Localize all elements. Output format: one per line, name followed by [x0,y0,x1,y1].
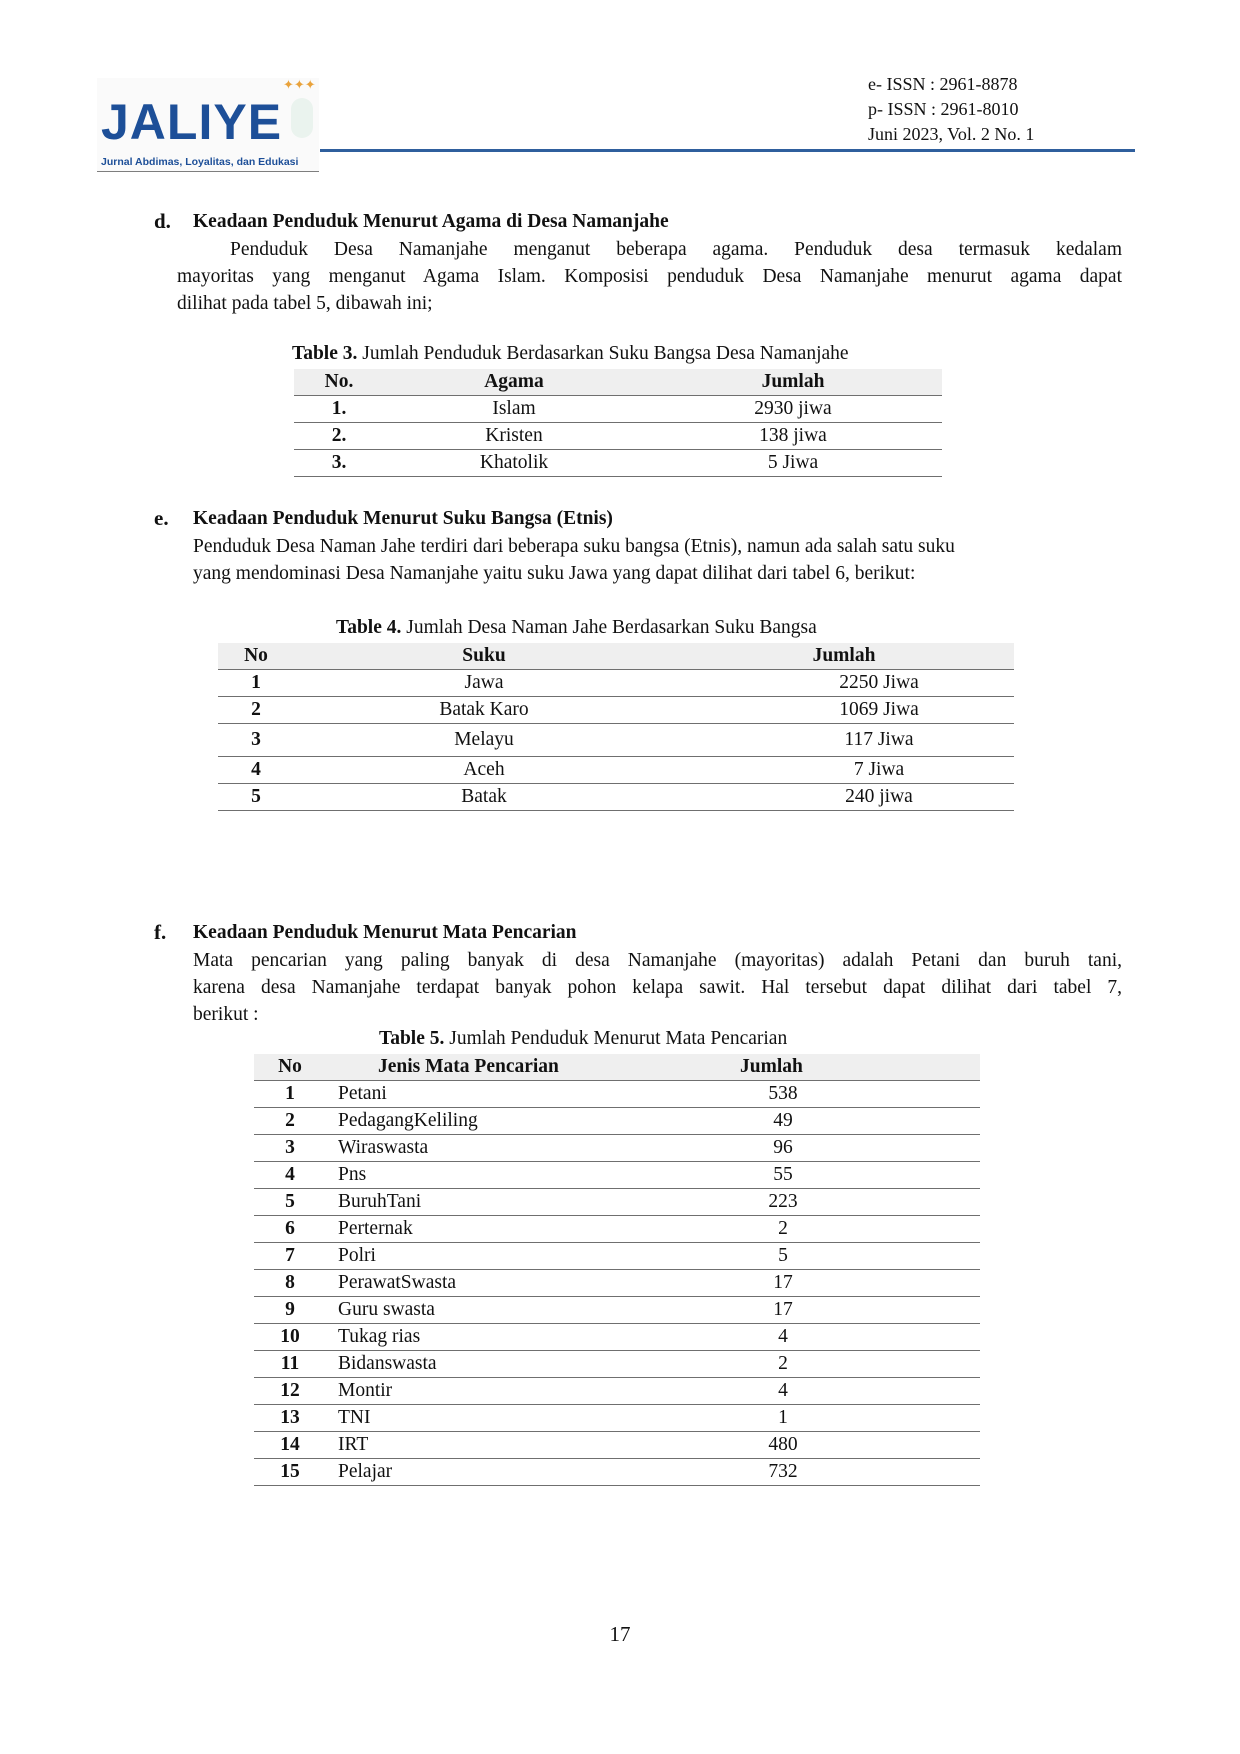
table-row [254,1108,980,1135]
table-row [294,423,942,450]
count-cell: 480 [678,1432,980,1459]
section-f-letter: f. [154,920,167,944]
table3-caption-text: Jumlah Penduduk Berdasarkan Suku Bangsa Desa Namanjahe [357,343,849,364]
count-cell: 2 [678,1216,980,1243]
occupation-cell: PerawatSwasta [326,1270,678,1297]
religion-cell: Islam [384,396,644,423]
logo-text: JALIYE [101,94,283,150]
count-cell: 5 Jiwa [644,450,942,477]
table-row [218,757,1014,784]
count-cell: 732 [678,1459,980,1486]
table4-label: Table 4. [336,617,402,638]
occupation-cell: Montir [326,1378,678,1405]
table-row [294,450,942,477]
table-row [254,1432,980,1459]
count-cell: 223 [678,1189,980,1216]
row-number: 6 [254,1216,326,1243]
header-cell: Agama [384,369,644,396]
paragraph-line: Penduduk Desa Namanjahe menganut beberapa agama. Penduduk desa termasuk kedalam [230,239,1122,260]
count-cell: 2 [678,1351,980,1378]
ethnic-cell: Batak Karo [294,697,674,724]
table5-label: Table 5. [379,1028,445,1049]
header-cell: Jenis Mata Pencarian [326,1054,678,1081]
table-row [254,1189,980,1216]
count-cell: 17 [678,1270,980,1297]
table-row [254,1378,980,1405]
occupation-cell: Guru swasta [326,1297,678,1324]
section-f-paragraph [193,947,1122,1028]
journal-logo [97,78,319,171]
header-cell: Jumlah [674,643,1014,670]
table-header-row [254,1054,980,1081]
table5-caption-text: Jumlah Penduduk Menurut Mata Pencarian [444,1028,788,1049]
row-number: 14 [254,1432,326,1459]
occupation-cell: Tukag rias [326,1324,678,1351]
table3-label: Table 3. [292,343,358,364]
section-e-heading [154,508,1054,534]
row-number: 7 [254,1243,326,1270]
occupation-cell: Petani [326,1081,678,1108]
occupation-cell: IRT [326,1432,678,1459]
row-number: 9 [254,1297,326,1324]
row-number: 5 [254,1189,326,1216]
row-number: 2. [294,423,384,450]
section-e-title: Keadaan Penduduk Menurut Suku Bangsa (Etnis) [193,508,613,529]
p-issn: p- ISSN : 2961-8010 [868,99,1019,119]
section-d-heading [154,211,1054,237]
row-number: 3. [294,450,384,477]
section-f-title: Keadaan Penduduk Menurut Mata Pencarian [193,922,577,943]
table5 [254,1054,980,1486]
row-number: 2 [218,697,294,724]
religion-cell: Kristen [384,423,644,450]
table-row [294,396,942,423]
occupation-cell: PedagangKeliling [326,1108,678,1135]
table4 [218,643,1014,811]
count-cell: 1069 Jiwa [674,697,1014,724]
table3 [294,369,942,477]
row-number: 11 [254,1351,326,1378]
ethnic-cell: Batak [294,784,674,811]
header-cell: Jumlah [644,369,942,396]
count-cell: 538 [678,1081,980,1108]
table-row [218,784,1014,811]
row-number: 10 [254,1324,326,1351]
paragraph-line: mayoritas yang menganut Agama Islam. Komposisi penduduk Desa Namanjahe menurut agama dapat [177,266,1122,287]
count-cell: 5 [678,1243,980,1270]
occupation-cell: Pns [326,1162,678,1189]
section-e-letter: e. [154,506,169,530]
row-number: 1. [294,396,384,423]
header-cell: Jumlah [678,1054,980,1081]
count-cell: 17 [678,1297,980,1324]
section-d-title: Keadaan Penduduk Menurut Agama di Desa Namanjahe [193,211,669,232]
section-d-letter: d. [154,209,171,233]
ethnic-cell: Jawa [294,670,674,697]
logo-underline [97,171,319,172]
row-number: 1 [254,1081,326,1108]
header-cell: No [254,1054,326,1081]
occupation-cell: Wiraswasta [326,1135,678,1162]
section-d-paragraph [177,236,1122,317]
count-cell: 7 Jiwa [674,757,1014,784]
issn-block [868,72,1034,147]
row-number: 8 [254,1270,326,1297]
row-number: 15 [254,1459,326,1486]
religion-cell: Khatolik [384,450,644,477]
occupation-cell: Perternak [326,1216,678,1243]
row-number: 3 [218,724,294,757]
occupation-cell: Polri [326,1243,678,1270]
table-header-row [218,643,1014,670]
table-row [218,697,1014,724]
count-cell: 96 [678,1135,980,1162]
count-cell: 49 [678,1108,980,1135]
page-number: 17 [609,1622,631,1646]
table-row [254,1243,980,1270]
row-number: 4 [254,1162,326,1189]
header-cell: No. [294,369,384,396]
table-row [218,724,1014,757]
row-number: 4 [218,757,294,784]
table-row [254,1081,980,1108]
table-row [218,670,1014,697]
logo-stars-icon: ✦✦✦ [283,78,316,92]
occupation-cell: Pelajar [326,1459,678,1486]
count-cell: 55 [678,1162,980,1189]
table-row [254,1459,980,1486]
paragraph-line: berikut : [193,1004,259,1025]
ethnic-cell: Melayu [294,724,674,757]
occupation-cell: Bidanswasta [326,1351,678,1378]
row-number: 1 [218,670,294,697]
table-row [254,1297,980,1324]
paragraph-line: dilihat pada tabel 5, dibawah ini; [177,293,433,314]
row-number: 12 [254,1378,326,1405]
paragraph-line: Penduduk Desa Naman Jahe terdiri dari beberapa suku bangsa (Etnis), namun ada salah satu suku [193,536,955,557]
paragraph-line: karena desa Namanjahe terdapat banyak pohon kelapa sawit. Hal tersebut dapat dilihat dari tabel 7, [193,977,1122,998]
table-row [254,1405,980,1432]
count-cell: 1 [678,1405,980,1432]
table5-caption [379,1028,787,1050]
row-number: 13 [254,1405,326,1432]
table4-caption [336,617,817,639]
row-number: 5 [218,784,294,811]
count-cell: 2930 jiwa [644,396,942,423]
ethnic-cell: Aceh [294,757,674,784]
header-rule [320,149,1135,152]
table-header-row [294,369,942,396]
header-cell: Suku [294,643,674,670]
e-issn: e- ISSN : 2961-8878 [868,74,1018,94]
section-f-heading [154,922,1054,948]
row-number: 3 [254,1135,326,1162]
table3-caption [292,343,849,365]
table-row [254,1270,980,1297]
logo-subtitle: Jurnal Abdimas, Loyalitas, dan Edukasi [101,156,299,168]
table4-caption-text: Jumlah Desa Naman Jahe Berdasarkan Suku Bangsa [401,617,817,638]
count-cell: 4 [678,1378,980,1405]
paragraph-line: yang mendominasi Desa Namanjahe yaitu suku Jawa yang dapat dilihat dari tabel 6, berikut: [193,563,916,584]
table-row [254,1216,980,1243]
count-cell: 240 jiwa [674,784,1014,811]
table-row [254,1324,980,1351]
logo-decoration [291,98,313,138]
issue-info: Juni 2023, Vol. 2 No. 1 [868,124,1035,144]
occupation-cell: BuruhTani [326,1189,678,1216]
row-number: 2 [254,1108,326,1135]
count-cell: 117 Jiwa [674,724,1014,757]
count-cell: 138 jiwa [644,423,942,450]
paragraph-line: Mata pencarian yang paling banyak di desa Namanjahe (mayoritas) adalah Petani dan buruh tani, [193,950,1122,971]
section-e-paragraph [193,533,1133,587]
table-row [254,1351,980,1378]
count-cell: 2250 Jiwa [674,670,1014,697]
table-row [254,1162,980,1189]
header-cell: No [218,643,294,670]
count-cell: 4 [678,1324,980,1351]
occupation-cell: TNI [326,1405,678,1432]
table-row [254,1135,980,1162]
